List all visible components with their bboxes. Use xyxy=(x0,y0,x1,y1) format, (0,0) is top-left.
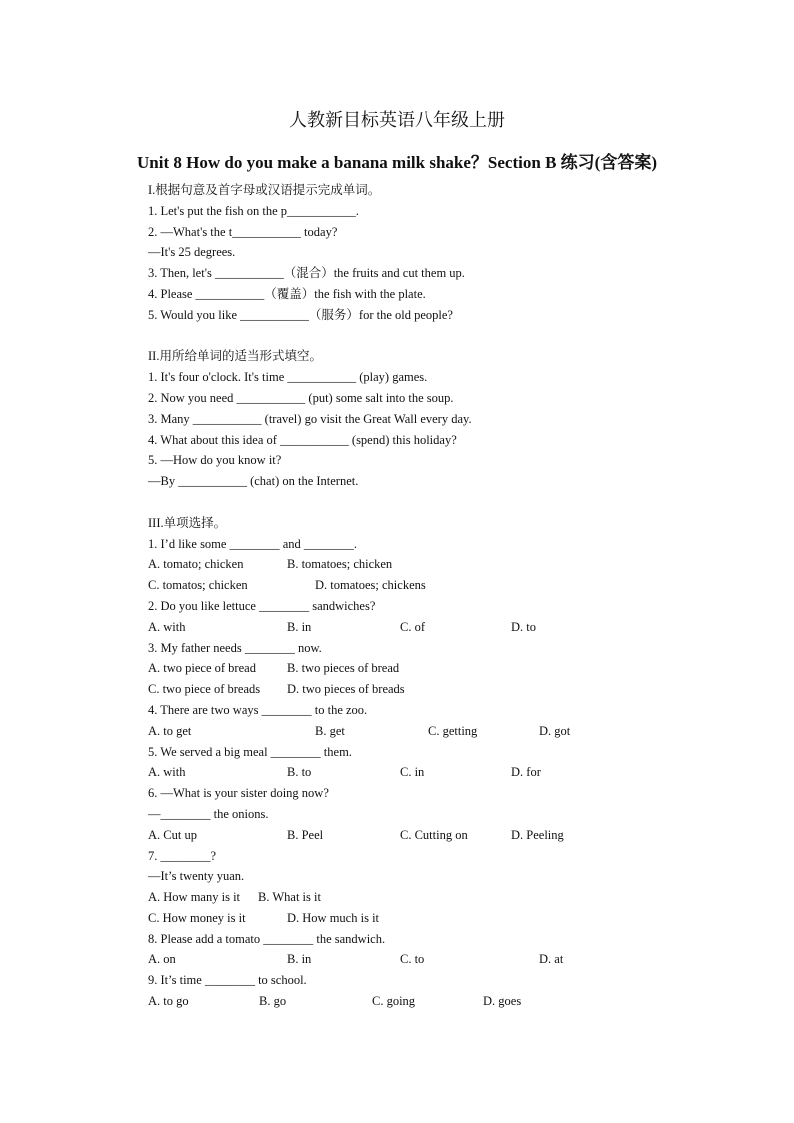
option-c: C. in xyxy=(400,765,425,780)
section-1-item: 2. —What's the t___________ today? xyxy=(148,224,338,239)
option-b: B. tomatoes; chicken xyxy=(287,557,393,572)
question-stem: 4. There are two ways ________ to the zoo. xyxy=(148,702,368,717)
option-b: B. in xyxy=(287,619,312,634)
option-row xyxy=(148,575,768,596)
question-stem: 3. My father needs ________ now. xyxy=(148,640,322,655)
option-a: A. on xyxy=(148,952,176,967)
option-b: B. two pieces of bread xyxy=(287,661,400,676)
option-row xyxy=(148,762,768,783)
option-d: D. two pieces of breads xyxy=(287,682,405,697)
option-d: D. tomatoes; chickens xyxy=(315,578,426,593)
section-2-item: 2. Now you need ___________ (put) some salt into the soup. xyxy=(148,390,454,405)
option-b: B. get xyxy=(315,723,345,738)
option-row xyxy=(148,991,768,1012)
question-stem: —________ the onions. xyxy=(148,806,269,821)
option-d: D. Peeling xyxy=(511,827,564,842)
section-2-heading: II.用所给单词的适当形式填空。 xyxy=(148,349,322,364)
question-stem: 6. —What is your sister doing now? xyxy=(148,786,329,801)
option-row xyxy=(148,554,768,575)
question-stem: —It’s twenty yuan. xyxy=(148,869,245,884)
option-row xyxy=(148,658,768,679)
section-2-item: 3. Many ___________ (travel) go visit the Great Wall every day. xyxy=(148,411,472,426)
document-subtitle: Unit 8 How do you make a banana milk shake？Section B 练习(含答案) xyxy=(137,153,657,172)
option-b: B. to xyxy=(287,765,312,780)
option-a: A. two piece of bread xyxy=(148,661,256,676)
option-b: B. Peel xyxy=(287,827,324,842)
option-row xyxy=(148,949,768,970)
option-c: C. going xyxy=(372,994,416,1009)
worksheet-body xyxy=(148,180,768,1012)
option-row xyxy=(148,825,768,846)
option-b: B. What is it xyxy=(258,890,321,905)
option-row xyxy=(148,617,768,638)
section-2-item: 4. What about this idea of ___________ (spend) this holiday? xyxy=(148,432,457,447)
option-d: D. goes xyxy=(483,994,522,1009)
question-stem: 9. It’s time ________ to school. xyxy=(148,973,307,988)
option-c: C. Cutting on xyxy=(400,827,468,842)
option-a: A. How many is it xyxy=(148,890,241,905)
section-spacer xyxy=(148,326,768,347)
option-c: C. How money is it xyxy=(148,910,246,925)
option-c: C. tomatos; chicken xyxy=(148,578,248,593)
option-row xyxy=(148,679,768,700)
section-1-item: 3. Then, let's ___________（混合）the fruits and cut them up. xyxy=(148,266,465,281)
option-b: B. go xyxy=(259,994,287,1009)
question-stem: 2. Do you like lettuce ________ sandwiches? xyxy=(148,598,376,613)
question-stem: 1. I’d like some ________ and ________. xyxy=(148,536,358,551)
option-c: C. getting xyxy=(428,723,478,738)
option-a: A. to go xyxy=(148,994,189,1009)
option-c: C. two piece of breads xyxy=(148,682,261,697)
section-2-item: 5. —How do you know it? xyxy=(148,453,282,468)
section-spacer xyxy=(148,492,768,513)
option-c: C. to xyxy=(400,952,425,967)
section-3-heading: III.单项选择。 xyxy=(148,515,227,530)
option-d: D. at xyxy=(539,952,564,967)
option-row xyxy=(148,887,768,908)
question-stem: 5. We served a big meal ________ them. xyxy=(148,744,352,759)
section-1-item: —It's 25 degrees. xyxy=(148,245,236,260)
option-a: A. Cut up xyxy=(148,827,197,842)
option-d: D. to xyxy=(511,619,536,634)
section-1-item: 5. Would you like ___________（服务）for the old people? xyxy=(148,307,453,322)
option-row xyxy=(148,721,768,742)
document-title: 人教新目标英语八年级上册 xyxy=(289,110,505,130)
section-1-item: 4. Please ___________（覆盖）the fish with the plate. xyxy=(148,286,426,301)
section-1-item: 1. Let's put the fish on the p___________. xyxy=(148,203,359,218)
option-a: A. with xyxy=(148,619,186,634)
section-1-heading: I.根据句意及首字母或汉语提示完成单词。 xyxy=(148,183,381,197)
section-2-item: 1. It's four o'clock. It's time ___________ (play) games. xyxy=(148,370,428,385)
question-stem: 7. ________? xyxy=(148,848,217,863)
question-stem: 8. Please add a tomato ________ the sandwich. xyxy=(148,931,386,946)
option-a: A. to get xyxy=(148,723,192,738)
option-a: A. with xyxy=(148,765,186,780)
option-d: D. How much is it xyxy=(287,910,380,925)
option-a: A. tomato; chicken xyxy=(148,557,244,572)
option-d: D. got xyxy=(539,723,571,738)
section-2-item: —By ___________ (chat) on the Internet. xyxy=(148,474,359,489)
option-row xyxy=(148,908,768,929)
option-d: D. for xyxy=(511,765,541,780)
option-b: B. in xyxy=(287,952,312,967)
option-c: C. of xyxy=(400,619,425,634)
